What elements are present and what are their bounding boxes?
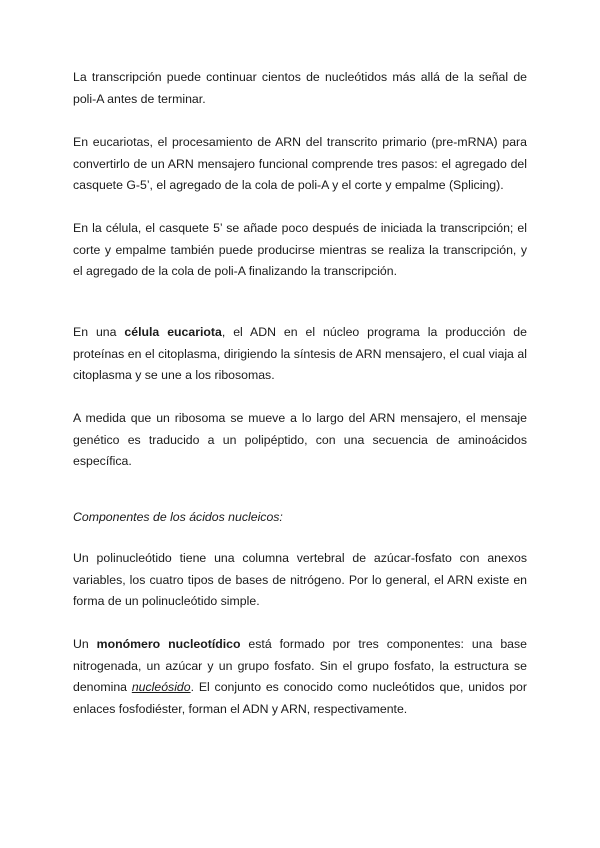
paragraph-polynucleotide <box>73 548 527 613</box>
paragraph-cap-timing <box>73 218 527 283</box>
paragraph-text-before: En una <box>73 325 125 339</box>
heading-text: Componentes de los ácidos nucleicos: <box>73 510 283 524</box>
paragraph-text: En la célula, el casquete 5’ se añade poco después de iniciada la transcripción; el corte y empalme también puede producirse mientras se realiza la transcripción, y el agregado de la cola de poli-A finalizando la transcripción. <box>73 221 527 278</box>
paragraph-text-after: . El conjunto es conocido como nucleótidos que, unidos por enlaces fosfodiéster, forman el ADN y ARN, respectivamente. <box>73 680 527 716</box>
paragraph-text-middle: está formado por tres componentes: una base nitrogenada, un azúcar y un grupo fosfato. Sin el grupo fosfato, la estructura se denomina <box>73 637 527 694</box>
section-heading-components <box>73 507 527 529</box>
paragraph-text-before: Un <box>73 637 97 651</box>
bold-term-eukaryotic-cell: célula eucariota <box>124 325 222 339</box>
paragraph-text-after: , el ADN en el núcleo programa la producción de proteínas en el citoplasma, dirigiendo la síntesis de ARN mensajero, el cual viaja al citoplasma y se une a los ribosomas. <box>73 325 527 382</box>
paragraph-text: A medida que un ribosoma se mueve a lo largo del ARN mensajero, el mensaje genético es traducido a un polipéptido, con una secuencia de aminoácidos específica. <box>73 411 527 468</box>
paragraph-rna-processing <box>73 132 527 197</box>
paragraph-transcription-end <box>73 67 527 110</box>
paragraph-text: La transcripción puede continuar cientos de nucleótidos más allá de la señal de poli-A antes de terminar. <box>73 70 527 106</box>
paragraph-nucleotide-monomer <box>73 634 527 720</box>
paragraph-eukaryotic-cell <box>73 322 527 387</box>
bold-term-nucleotide-monomer: monómero nucleotídico <box>96 637 241 651</box>
paragraph-text: Un polinucleótido tiene una columna vertebral de azúcar-fosfato con anexos variables, los cuatro tipos de bases de nitrógeno. Por lo general, el ARN existe en forma de un polinucleótido simple. <box>73 551 527 608</box>
paragraph-ribosome-translation <box>73 408 527 473</box>
term-nucleoside: nucleósido <box>131 680 191 694</box>
paragraph-text: En eucariotas, el procesamiento de ARN del transcrito primario (pre-mRNA) para convertirlo de un ARN mensajero funcional comprende tres pasos: el agregado del casquete G-5’, el agregado de la cola de poli-A y el corte y empalme (Splicing). <box>73 135 527 192</box>
